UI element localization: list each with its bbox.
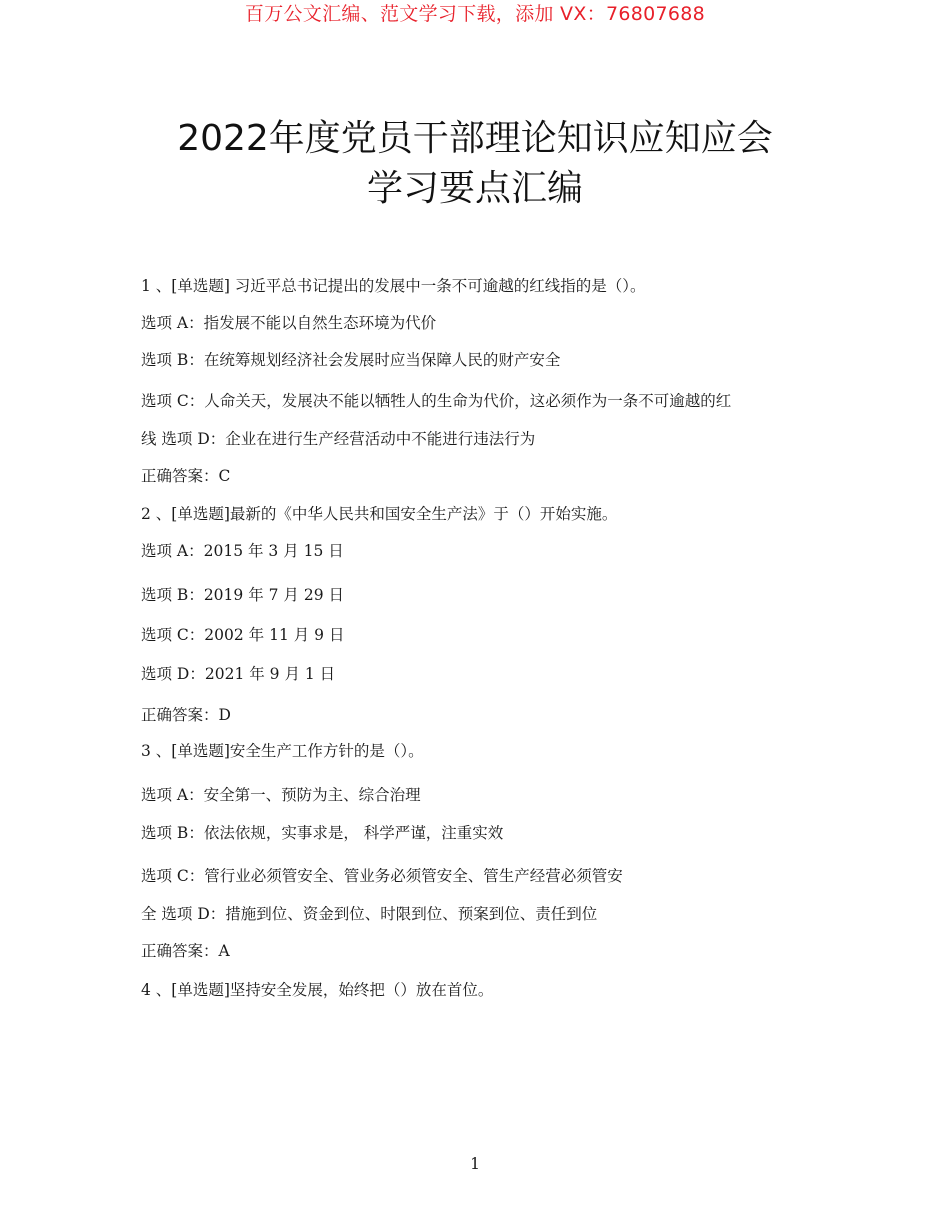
question-3-option-c: 选项 C：管行业必须管安全、管业务必须管安全、管生产经营必须管安	[141, 867, 623, 885]
question-2-option-d: 选项 D：2021 年 9 月 1 日	[141, 665, 336, 683]
question-3-text: 3 、[单选题]安全生产工作方针的是（）。	[141, 742, 424, 760]
question-3-option-b: 选项 B：依法依规，实事求是， 科学严谨，注重实效	[141, 824, 504, 842]
title-line-2: 学习要点汇编	[366, 168, 583, 209]
title-line-1: 2022年度党员干部理论知识应知应会	[177, 118, 773, 159]
question-2-option-a: 选项 A：2015 年 3 月 15 日	[141, 542, 344, 560]
question-2-answer: 正确答案：D	[141, 706, 231, 724]
question-1-option-b: 选项 B：在统筹规划经济社会发展时应当保障人民的财产安全	[141, 351, 561, 369]
question-1-option-a: 选项 A：指发展不能以自然生态环境为代价	[141, 314, 437, 332]
question-2-option-c: 选项 C：2002 年 11 月 9 日	[141, 626, 345, 644]
question-1-text: 1 、[单选题] 习近平总书记提出的发展中一条不可逾越的红线指的是（）。	[141, 277, 646, 295]
question-1-option-c: 选项 C：人命关天，发展决不能以牺牲人的生命为代价，这必须作为一条不可逾越的红	[141, 392, 732, 410]
question-2-text: 2 、[单选题]最新的《中华人民共和国安全生产法》于（）开始实施。	[141, 505, 618, 523]
question-3-option-c-cont-d: 全 选项 D：措施到位、资金到位、时限到位、预案到位、责任到位	[141, 905, 598, 923]
question-1-answer: 正确答案：C	[141, 467, 231, 485]
question-4-text: 4 、[单选题]坚持安全发展，始终把（）放在首位。	[141, 981, 494, 999]
question-1-option-c-cont-d: 线 选项 D：企业在进行生产经营活动中不能进行违法行为	[141, 430, 536, 448]
watermark-banner: 百万公文汇编、范文学习下载，添加 VX：76807688	[244, 3, 706, 25]
question-3-option-a: 选项 A：安全第一、预防为主、综合治理	[141, 786, 421, 804]
question-3-answer: 正确答案：A	[141, 942, 230, 960]
question-2-option-b: 选项 B：2019 年 7 月 29 日	[141, 586, 344, 604]
page-number: 1	[470, 1155, 480, 1173]
document-title	[0, 114, 950, 214]
